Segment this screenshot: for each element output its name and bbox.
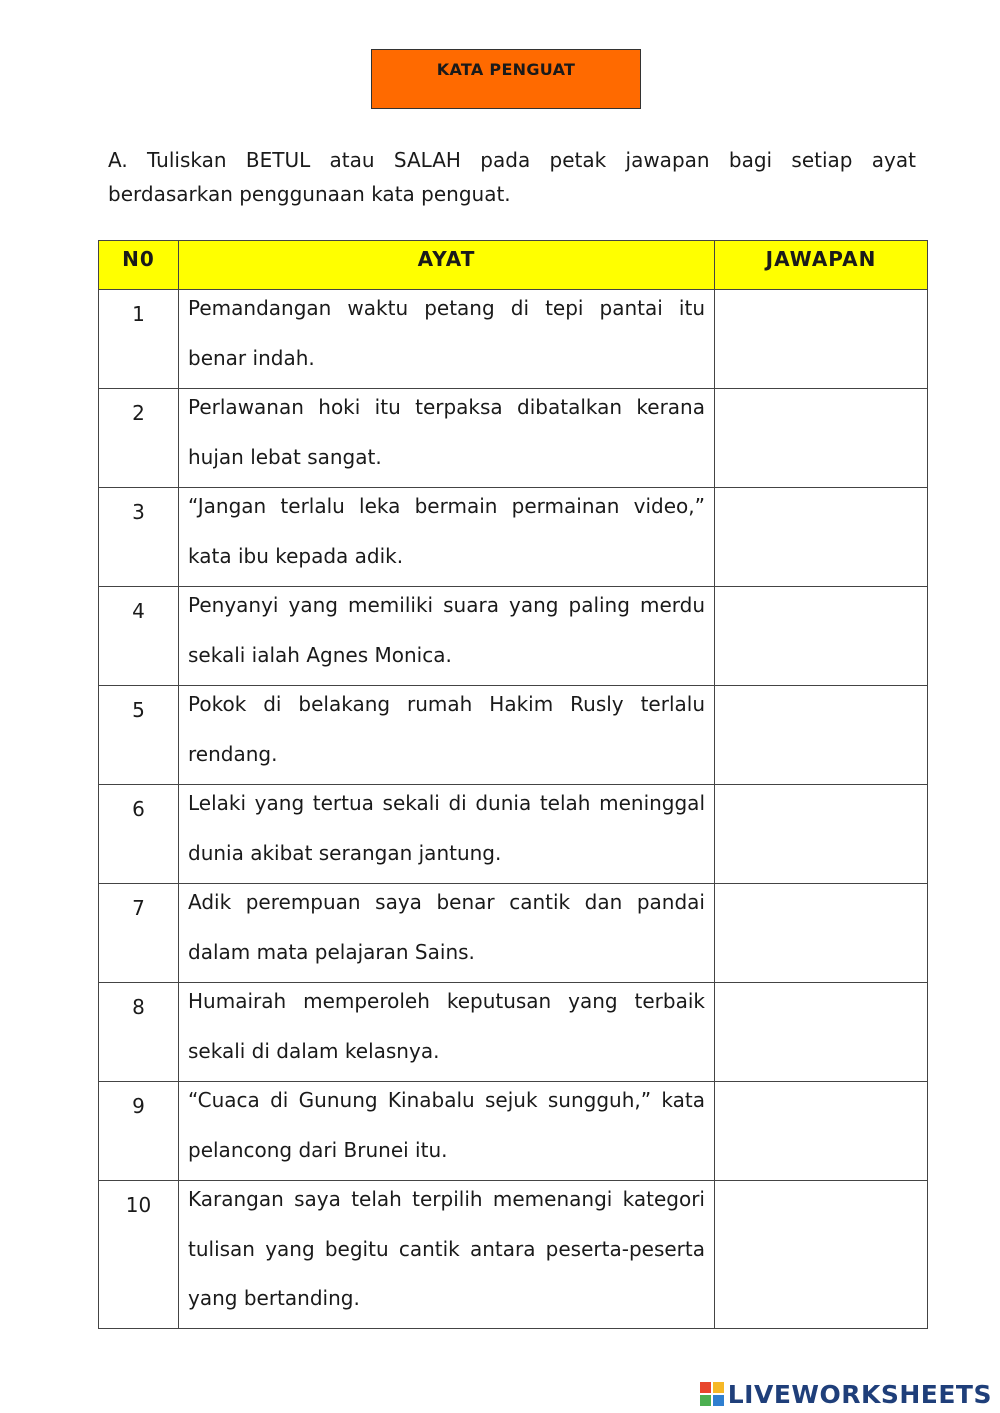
worksheet-title: KATA PENGUAT	[371, 49, 641, 109]
row-sentence-cell	[179, 290, 715, 389]
header-ayat: AYAT	[179, 241, 715, 290]
answer-table	[98, 240, 928, 1329]
row-sentence: Karangan saya telah terpilih memenangi kategori tulisan yang begitu cantik antara peserta-peserta yang bertanding.	[188, 1187, 705, 1310]
answer-cell[interactable]	[715, 587, 928, 686]
table-row	[99, 488, 928, 587]
table-row	[99, 686, 928, 785]
answer-cell[interactable]	[715, 389, 928, 488]
answer-cell[interactable]	[715, 686, 928, 785]
header-no: N0	[99, 241, 179, 290]
row-sentence-cell	[179, 884, 715, 983]
row-number: 1	[99, 290, 179, 389]
row-number: 3	[99, 488, 179, 587]
row-sentence: Lelaki yang tertua sekali di dunia telah meninggal dunia akibat serangan jantung.	[188, 791, 705, 865]
row-number: 5	[99, 686, 179, 785]
answer-cell[interactable]	[715, 884, 928, 983]
instruction-text: A. Tuliskan BETUL atau SALAH pada petak jawapan bagi setiap ayat berdasarkan penggunaan kata penguat.	[108, 148, 916, 206]
table-row	[99, 1181, 928, 1329]
liveworksheets-icon	[700, 1382, 724, 1406]
row-sentence-cell	[179, 983, 715, 1082]
answer-cell[interactable]	[715, 983, 928, 1082]
row-sentence-cell	[179, 587, 715, 686]
table-row	[99, 884, 928, 983]
row-sentence-cell	[179, 389, 715, 488]
row-sentence-cell	[179, 1181, 715, 1329]
table-row	[99, 983, 928, 1082]
answer-cell[interactable]	[715, 1082, 928, 1181]
row-sentence: Perlawanan hoki itu terpaksa dibatalkan kerana hujan lebat sangat.	[188, 395, 705, 469]
row-sentence: Penyanyi yang memiliki suara yang paling merdu sekali ialah Agnes Monica.	[188, 593, 705, 667]
table-row	[99, 587, 928, 686]
table-row	[99, 785, 928, 884]
row-sentence: “Cuaca di Gunung Kinabalu sejuk sungguh,” kata pelancong dari Brunei itu.	[188, 1088, 705, 1162]
row-sentence: Pokok di belakang rumah Hakim Rusly terlalu rendang.	[188, 692, 705, 766]
row-number: 4	[99, 587, 179, 686]
row-number: 6	[99, 785, 179, 884]
row-number: 10	[99, 1181, 179, 1329]
table-row	[99, 1082, 928, 1181]
row-sentence-cell	[179, 1082, 715, 1181]
row-sentence: Adik perempuan saya benar cantik dan pandai dalam mata pelajaran Sains.	[188, 890, 705, 964]
table-row	[99, 290, 928, 389]
table-row	[99, 389, 928, 488]
answer-cell[interactable]	[715, 1181, 928, 1329]
liveworksheets-logo	[700, 1378, 992, 1410]
row-sentence-cell	[179, 488, 715, 587]
row-sentence: Pemandangan waktu petang di tepi pantai itu benar indah.	[188, 296, 705, 370]
header-jawapan: JAWAPAN	[715, 241, 928, 290]
row-number: 7	[99, 884, 179, 983]
row-sentence: Humairah memperoleh keputusan yang terbaik sekali di dalam kelasnya.	[188, 989, 705, 1063]
answer-cell[interactable]	[715, 785, 928, 884]
liveworksheets-wordmark: LIVEWORKSHEETS	[727, 1379, 992, 1409]
row-number: 8	[99, 983, 179, 1082]
row-sentence-cell	[179, 686, 715, 785]
row-number: 9	[99, 1082, 179, 1181]
row-number: 2	[99, 389, 179, 488]
answer-cell[interactable]	[715, 488, 928, 587]
row-sentence-cell	[179, 785, 715, 884]
table-header-row	[99, 241, 928, 290]
answer-cell[interactable]	[715, 290, 928, 389]
row-sentence: “Jangan terlalu leka bermain permainan video,” kata ibu kepada adik.	[188, 494, 705, 568]
